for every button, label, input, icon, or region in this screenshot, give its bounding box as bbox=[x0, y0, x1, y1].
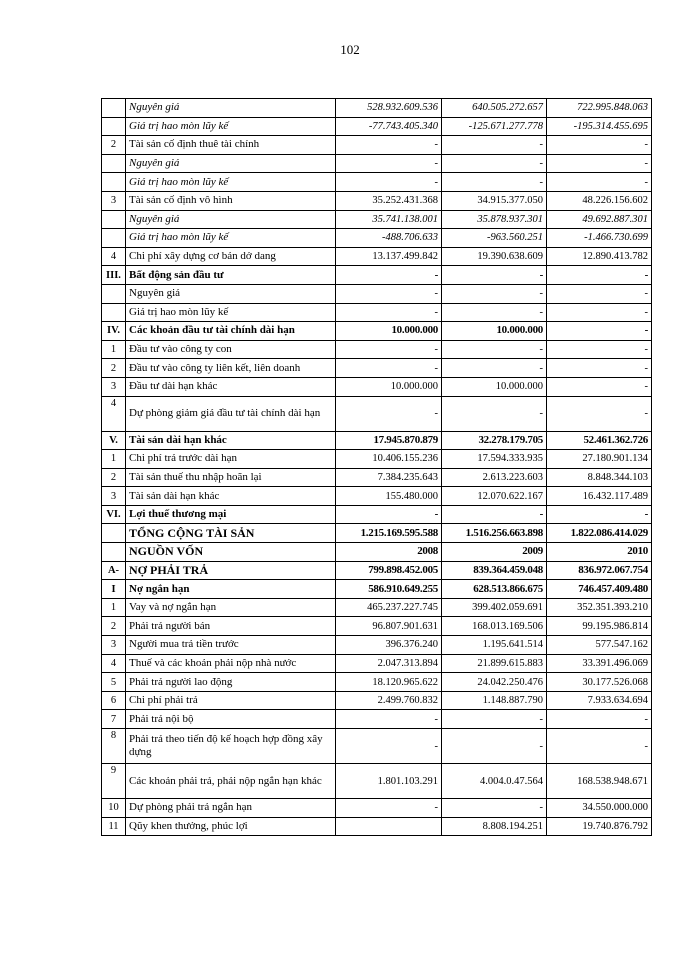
row-label: Nguyên giá bbox=[126, 210, 336, 229]
value-2008: 17.945.870.879 bbox=[336, 431, 442, 450]
row-label: Nguyên giá bbox=[126, 284, 336, 303]
value-2009: 640.505.272.657 bbox=[442, 99, 547, 118]
row-label: Giá trị hao mòn lũy kế bbox=[126, 117, 336, 136]
table-row bbox=[102, 580, 652, 599]
row-number: 7 bbox=[102, 710, 126, 729]
value-2009: 32.278.179.705 bbox=[442, 431, 547, 450]
value-2009: - bbox=[442, 303, 547, 322]
value-2009: -963.560.251 bbox=[442, 229, 547, 248]
value-2008: - bbox=[336, 154, 442, 173]
value-2010: 30.177.526.068 bbox=[547, 673, 652, 692]
value-2010: - bbox=[547, 340, 652, 359]
value-2009: -125.671.277.778 bbox=[442, 117, 547, 136]
value-2008: - bbox=[336, 303, 442, 322]
row-number: VI. bbox=[102, 505, 126, 524]
value-2008: 155.480.000 bbox=[336, 487, 442, 506]
value-2010: 1.822.086.414.029 bbox=[547, 524, 652, 543]
row-number: I bbox=[102, 580, 126, 599]
row-number: 2 bbox=[102, 359, 126, 378]
value-2008: 2008 bbox=[336, 543, 442, 562]
table-row bbox=[102, 396, 652, 431]
row-number bbox=[102, 117, 126, 136]
value-2009: 168.013.169.506 bbox=[442, 617, 547, 636]
row-number: A- bbox=[102, 561, 126, 580]
value-2009: 12.070.622.167 bbox=[442, 487, 547, 506]
table-row bbox=[102, 505, 652, 524]
value-2010: 19.740.876.792 bbox=[547, 817, 652, 836]
table-row bbox=[102, 191, 652, 210]
value-2010: 577.547.162 bbox=[547, 636, 652, 655]
table-row bbox=[102, 673, 652, 692]
row-label: TỔNG CỘNG TÀI SẢN bbox=[126, 524, 336, 543]
table-row bbox=[102, 340, 652, 359]
value-2008: 2.499.760.832 bbox=[336, 691, 442, 710]
row-number bbox=[102, 173, 126, 192]
value-2009: 1.195.641.514 bbox=[442, 636, 547, 655]
table-row bbox=[102, 691, 652, 710]
table-row bbox=[102, 710, 652, 729]
value-2008: - bbox=[336, 284, 442, 303]
value-2009: - bbox=[442, 799, 547, 818]
row-number bbox=[102, 284, 126, 303]
row-number bbox=[102, 210, 126, 229]
row-label: Đầu tư vào công ty con bbox=[126, 340, 336, 359]
value-2008: - bbox=[336, 340, 442, 359]
value-2008: - bbox=[336, 359, 442, 378]
value-2009: 10.000.000 bbox=[442, 322, 547, 341]
value-2010: 168.538.948.671 bbox=[547, 764, 652, 799]
value-2010: 33.391.496.069 bbox=[547, 654, 652, 673]
value-2010: - bbox=[547, 729, 652, 764]
row-label: Nợ ngắn hạn bbox=[126, 580, 336, 599]
value-2009: 10.000.000 bbox=[442, 377, 547, 396]
value-2008: 10.000.000 bbox=[336, 377, 442, 396]
table-row bbox=[102, 136, 652, 155]
row-label: NỢ PHẢI TRẢ bbox=[126, 561, 336, 580]
value-2008: -488.706.633 bbox=[336, 229, 442, 248]
row-number bbox=[102, 524, 126, 543]
value-2010: 16.432.117.489 bbox=[547, 487, 652, 506]
value-2008: 528.932.609.536 bbox=[336, 99, 442, 118]
table-row bbox=[102, 377, 652, 396]
table-row bbox=[102, 303, 652, 322]
value-2008 bbox=[336, 817, 442, 836]
row-number bbox=[102, 154, 126, 173]
value-2010: - bbox=[547, 173, 652, 192]
row-label: Dự phòng phải trả ngắn hạn bbox=[126, 799, 336, 818]
value-2009: - bbox=[442, 359, 547, 378]
value-2010: 27.180.901.134 bbox=[547, 450, 652, 469]
row-label: Nguyên giá bbox=[126, 154, 336, 173]
table-row bbox=[102, 247, 652, 266]
value-2010: 48.226.156.602 bbox=[547, 191, 652, 210]
row-number: III. bbox=[102, 266, 126, 285]
value-2010: - bbox=[547, 505, 652, 524]
value-2008: 35.741.138.001 bbox=[336, 210, 442, 229]
row-number: 3 bbox=[102, 377, 126, 396]
page-number: 102 bbox=[340, 42, 360, 57]
table-row bbox=[102, 543, 652, 562]
value-2010: - bbox=[547, 359, 652, 378]
row-number: 3 bbox=[102, 636, 126, 655]
table-row bbox=[102, 764, 652, 799]
table-row bbox=[102, 210, 652, 229]
row-label: Giá trị hao mòn lũy kế bbox=[126, 173, 336, 192]
row-label: Các khoản đầu tư tài chính dài hạn bbox=[126, 322, 336, 341]
table-row bbox=[102, 729, 652, 764]
value-2010: 99.195.986.814 bbox=[547, 617, 652, 636]
value-2009: 628.513.866.675 bbox=[442, 580, 547, 599]
value-2010: 7.933.634.694 bbox=[547, 691, 652, 710]
row-number: 6 bbox=[102, 691, 126, 710]
value-2010: 746.457.409.480 bbox=[547, 580, 652, 599]
value-2009: - bbox=[442, 710, 547, 729]
balance-sheet-table bbox=[101, 98, 652, 836]
value-2008: - bbox=[336, 729, 442, 764]
value-2008: 396.376.240 bbox=[336, 636, 442, 655]
value-2008: 7.384.235.643 bbox=[336, 468, 442, 487]
table-row bbox=[102, 799, 652, 818]
value-2010: - bbox=[547, 710, 652, 729]
table-row bbox=[102, 654, 652, 673]
row-number: 8 bbox=[102, 729, 126, 764]
table-row bbox=[102, 817, 652, 836]
row-label: Tài sản dài hạn khác bbox=[126, 431, 336, 450]
value-2009: 21.899.615.883 bbox=[442, 654, 547, 673]
value-2009: 4.004.0.47.564 bbox=[442, 764, 547, 799]
value-2009: 19.390.638.609 bbox=[442, 247, 547, 266]
value-2009: - bbox=[442, 505, 547, 524]
value-2008: 1.215.169.595.588 bbox=[336, 524, 442, 543]
value-2009: 24.042.250.476 bbox=[442, 673, 547, 692]
row-number: 1 bbox=[102, 450, 126, 469]
row-number: 2 bbox=[102, 136, 126, 155]
value-2010: 52.461.362.726 bbox=[547, 431, 652, 450]
row-label: Tài sản dài hạn khác bbox=[126, 487, 336, 506]
table-row bbox=[102, 598, 652, 617]
value-2008: - bbox=[336, 710, 442, 729]
value-2008: - bbox=[336, 799, 442, 818]
row-number: 1 bbox=[102, 598, 126, 617]
table-row bbox=[102, 468, 652, 487]
row-label: Chi phí xây dựng cơ bản dở dang bbox=[126, 247, 336, 266]
row-label: Giá trị hao mòn lũy kế bbox=[126, 303, 336, 322]
row-label: Người mua trả tiền trước bbox=[126, 636, 336, 655]
row-label: Tài sản cố định vô hình bbox=[126, 191, 336, 210]
row-label: Chi phí trả trước dài hạn bbox=[126, 450, 336, 469]
value-2009: 34.915.377.050 bbox=[442, 191, 547, 210]
row-number: 4 bbox=[102, 247, 126, 266]
value-2010: - bbox=[547, 266, 652, 285]
value-2008: 586.910.649.255 bbox=[336, 580, 442, 599]
value-2008: 465.237.227.745 bbox=[336, 598, 442, 617]
value-2009: 35.878.937.301 bbox=[442, 210, 547, 229]
table-row bbox=[102, 284, 652, 303]
row-label: Giá trị hao mòn lũy kế bbox=[126, 229, 336, 248]
row-number: 3 bbox=[102, 487, 126, 506]
row-label: Vay và nợ ngắn hạn bbox=[126, 598, 336, 617]
value-2010: 2010 bbox=[547, 543, 652, 562]
value-2010: - bbox=[547, 136, 652, 155]
row-label: Phải trả theo tiến độ kế hoạch hợp đồng xây dựng bbox=[126, 729, 336, 764]
value-2008: 13.137.499.842 bbox=[336, 247, 442, 266]
row-label: Lợi thuế thương mại bbox=[126, 505, 336, 524]
value-2008: 35.252.431.368 bbox=[336, 191, 442, 210]
row-number: 4 bbox=[102, 654, 126, 673]
value-2009: 17.594.333.935 bbox=[442, 450, 547, 469]
value-2009: - bbox=[442, 173, 547, 192]
value-2009: - bbox=[442, 729, 547, 764]
row-number bbox=[102, 303, 126, 322]
row-label: Qũy khen thưởng, phúc lợi bbox=[126, 817, 336, 836]
table-row bbox=[102, 322, 652, 341]
value-2009: - bbox=[442, 266, 547, 285]
row-number: 1 bbox=[102, 340, 126, 359]
value-2010: -1.466.730.699 bbox=[547, 229, 652, 248]
value-2009: 1.516.256.663.898 bbox=[442, 524, 547, 543]
value-2010: 722.995.848.063 bbox=[547, 99, 652, 118]
value-2010: - bbox=[547, 154, 652, 173]
row-label: Phải trả người lao động bbox=[126, 673, 336, 692]
value-2008: 1.801.103.291 bbox=[336, 764, 442, 799]
value-2008: - bbox=[336, 173, 442, 192]
row-number bbox=[102, 99, 126, 118]
value-2010: -195.314.455.695 bbox=[547, 117, 652, 136]
row-number bbox=[102, 229, 126, 248]
row-number: 2 bbox=[102, 617, 126, 636]
table-row bbox=[102, 431, 652, 450]
table-row bbox=[102, 154, 652, 173]
row-number: 3 bbox=[102, 191, 126, 210]
row-number: 11 bbox=[102, 817, 126, 836]
value-2010: - bbox=[547, 322, 652, 341]
value-2009: 839.364.459.048 bbox=[442, 561, 547, 580]
value-2008: 10.406.155.236 bbox=[336, 450, 442, 469]
row-label: Tài sản cố định thuê tài chính bbox=[126, 136, 336, 155]
value-2010: - bbox=[547, 303, 652, 322]
row-label: Các khoản phải trả, phải nộp ngắn hạn khác bbox=[126, 764, 336, 799]
row-number: 5 bbox=[102, 673, 126, 692]
row-label: Dự phòng giảm giá đầu tư tài chính dài hạn bbox=[126, 396, 336, 431]
value-2010: - bbox=[547, 377, 652, 396]
row-label: Bất động sản đầu tư bbox=[126, 266, 336, 285]
value-2008: - bbox=[336, 396, 442, 431]
row-label: Đầu tư vào công ty liên kết, liên doanh bbox=[126, 359, 336, 378]
table-row bbox=[102, 266, 652, 285]
value-2009: 2.613.223.603 bbox=[442, 468, 547, 487]
row-number: 10 bbox=[102, 799, 126, 818]
row-label: Thuế và các khoản phải nộp nhà nước bbox=[126, 654, 336, 673]
row-number bbox=[102, 543, 126, 562]
row-number: IV. bbox=[102, 322, 126, 341]
value-2009: 399.402.059.691 bbox=[442, 598, 547, 617]
value-2009: - bbox=[442, 340, 547, 359]
row-number: 4 bbox=[102, 396, 126, 431]
table-row bbox=[102, 117, 652, 136]
value-2009: - bbox=[442, 284, 547, 303]
table-row bbox=[102, 229, 652, 248]
value-2009: 8.808.194.251 bbox=[442, 817, 547, 836]
value-2008: 96.807.901.631 bbox=[336, 617, 442, 636]
value-2008: 2.047.313.894 bbox=[336, 654, 442, 673]
row-label: Đầu tư dài hạn khác bbox=[126, 377, 336, 396]
row-number: V. bbox=[102, 431, 126, 450]
value-2009: - bbox=[442, 396, 547, 431]
value-2008: 799.898.452.005 bbox=[336, 561, 442, 580]
value-2008: 10.000.000 bbox=[336, 322, 442, 341]
value-2010: 49.692.887.301 bbox=[547, 210, 652, 229]
value-2010: 8.848.344.103 bbox=[547, 468, 652, 487]
value-2009: 2009 bbox=[442, 543, 547, 562]
table-row bbox=[102, 636, 652, 655]
value-2008: - bbox=[336, 136, 442, 155]
row-label: NGUỒN VỐN bbox=[126, 543, 336, 562]
value-2010: 352.351.393.210 bbox=[547, 598, 652, 617]
value-2010: 12.890.413.782 bbox=[547, 247, 652, 266]
balance-sheet-body bbox=[102, 99, 652, 836]
row-number: 9 bbox=[102, 764, 126, 799]
table-row bbox=[102, 99, 652, 118]
value-2009: - bbox=[442, 136, 547, 155]
row-number: 2 bbox=[102, 468, 126, 487]
table-row bbox=[102, 450, 652, 469]
table-row bbox=[102, 359, 652, 378]
value-2008: - bbox=[336, 266, 442, 285]
value-2010: - bbox=[547, 284, 652, 303]
row-label: Tài sản thuế thu nhập hoãn lại bbox=[126, 468, 336, 487]
value-2009: 1.148.887.790 bbox=[442, 691, 547, 710]
row-label: Nguyên giá bbox=[126, 99, 336, 118]
value-2008: -77.743.405.340 bbox=[336, 117, 442, 136]
row-label: Chi phí phải trả bbox=[126, 691, 336, 710]
value-2010: 836.972.067.754 bbox=[547, 561, 652, 580]
value-2008: 18.120.965.622 bbox=[336, 673, 442, 692]
table-row bbox=[102, 173, 652, 192]
table-row bbox=[102, 524, 652, 543]
value-2010: 34.550.000.000 bbox=[547, 799, 652, 818]
value-2008: - bbox=[336, 505, 442, 524]
value-2010: - bbox=[547, 396, 652, 431]
row-label: Phải trả người bán bbox=[126, 617, 336, 636]
table-row bbox=[102, 487, 652, 506]
value-2009: - bbox=[442, 154, 547, 173]
table-row bbox=[102, 561, 652, 580]
row-label: Phải trả nội bộ bbox=[126, 710, 336, 729]
table-row bbox=[102, 617, 652, 636]
